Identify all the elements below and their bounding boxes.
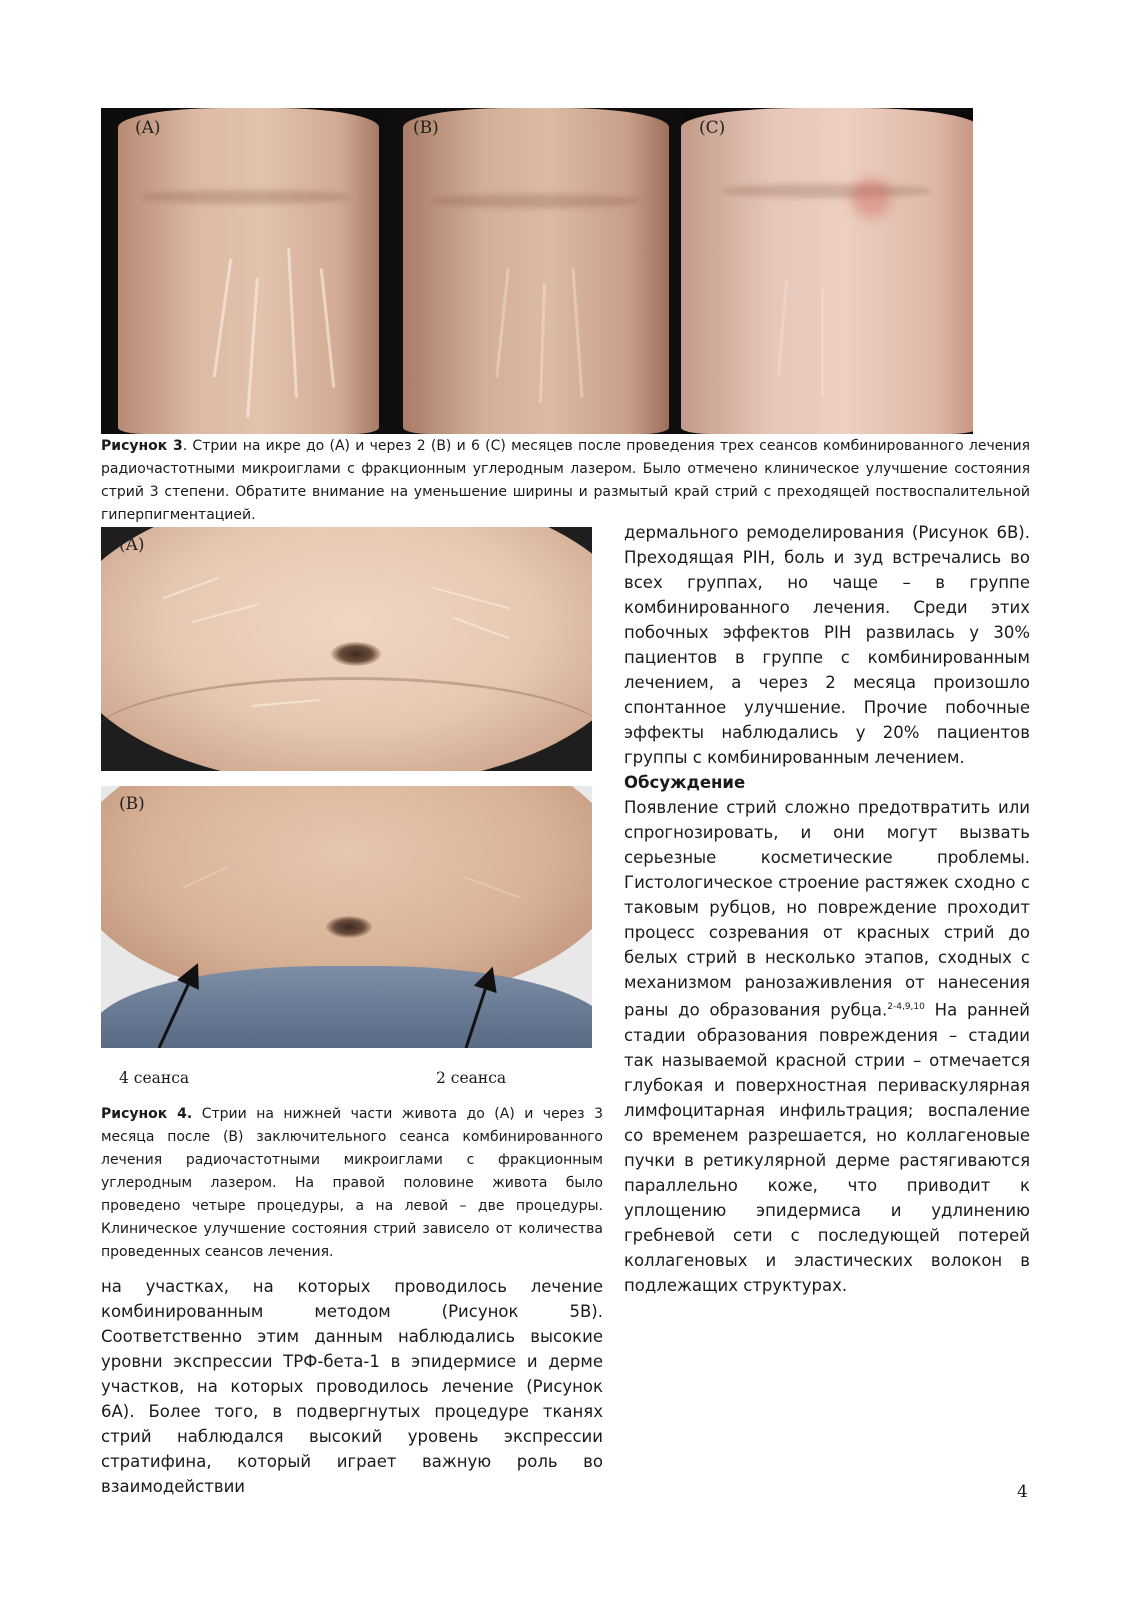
figure-4-panel-a [101, 527, 592, 771]
figure-3-panel-c [681, 108, 973, 434]
figure-4-caption [101, 1103, 603, 1264]
annotation-2-sessions: 2 сеанса [436, 1069, 507, 1087]
figure-3-caption-text: . Стрии на икре до (A) и через 2 (B) и 6 (C) месяцев после проведения трех сеансов комбинированного лечения радиочастотными микроиглами с фракционным углеродным лазером. Было отмечено клиническое улучшение состояния стрий 3 степени. Обратите внимание на уменьшение ширины и размытый край стрий с преходящей поствоспалительной гиперпигментацией. [101, 438, 1031, 523]
figure-4-caption-label: Рисунок 4. [101, 1106, 193, 1122]
figure-3-panel-b [391, 108, 681, 434]
figure-4-caption-text: Стрии на нижней части живота до (A) и через 3 месяца после (B) заключительного сеанса комбинированного лечения радиочастотными микроиглами с фракционным углеродным лазером. На правой половине живота было проведено четыре процедуры, а на левой – две процедуры. Клиническое улучшение состояния стрий зависело от количества проведенных сеансов лечения. [101, 1106, 604, 1260]
discussion-heading: Обсуждение [624, 773, 746, 792]
arrows-overlay [101, 786, 592, 1048]
page-number: 4 [1017, 1482, 1028, 1502]
figure-3-label-c: (C) [699, 118, 726, 138]
left-column-paragraph: на участках, на которых проводилось лечение комбинированным методом (Рисунок 5B). Соответственно этим данным наблюдались высокие уровни экспрессии ТРФ-бета-1 в эпидермисе и дерме участков, на которых проводилось лечение (Рисунок 6A). Более того, в подвергнутых процедуре тканях стрий наблюдался высокий уровень экспрессии стратифина, который играет важную роль во взаимодействии [101, 1277, 603, 1496]
annotation-4-sessions: 4 сеанса [119, 1069, 190, 1087]
arrow-left-icon [159, 974, 193, 1048]
figure-4-label-b: (B) [119, 794, 145, 814]
arrow-right-icon [466, 978, 489, 1048]
figure-4-label-a: (A) [119, 535, 145, 555]
left-column [101, 1274, 603, 1499]
figure-3-caption-label: Рисунок 3 [101, 438, 183, 454]
right-column-paragraph-2 [624, 795, 1030, 1298]
figure-3-panel-a [101, 108, 391, 434]
paragraph-2-part-1: Появление стрий сложно предотвратить или спрогнозировать, и они могут вызвать серьезные косметические проблемы. Гистологическое строение растяжек сходно с таковым рубцов, но повреждение проходит процесс созревания от красных стрий до белых стрий в несколько этапов, сходных с механизмом ранозаживления от нанесения раны до образования рубца. [624, 798, 1030, 1020]
citation-superscript: 2-4,9,10 [887, 1002, 925, 1012]
figure-3-label-a: (A) [135, 118, 161, 138]
figure-3-caption [101, 435, 1030, 527]
right-column [624, 520, 1030, 1298]
figure-4-panel-b [101, 786, 592, 1048]
paragraph-2-part-2: На ранней стадии образования повреждения – стадии так называемой красной стрии – отмечается глубокая и поверхностная периваскулярная лимфоцитарная инфильтрация; воспаление со временем разрешается, но коллагеновые пучки в ретикулярной дерме растягиваются параллельно коже, что приводит к уплощению эпидермиса и удлинению гребневой сети с последующей потерей коллагеновых и эластических волокон в подлежащих структурах. [624, 1000, 1030, 1295]
figure-3-image [101, 108, 973, 434]
right-column-paragraph-1: дермального ремоделирования (Рисунок 6B). Преходящая PIH, боль и зуд встречались во всех группах, но чаще – в группе комбинированного лечения. Среди этих побочных эффектов PIH развилась у 30% пациентов в группе с комбинированным лечением, а через 2 месяца произошло спонтанное улучшение. Прочие побочные эффекты наблюдались у 20% пациентов группы с комбинированным лечением. [624, 523, 1030, 767]
figure-3-label-b: (B) [413, 118, 439, 138]
